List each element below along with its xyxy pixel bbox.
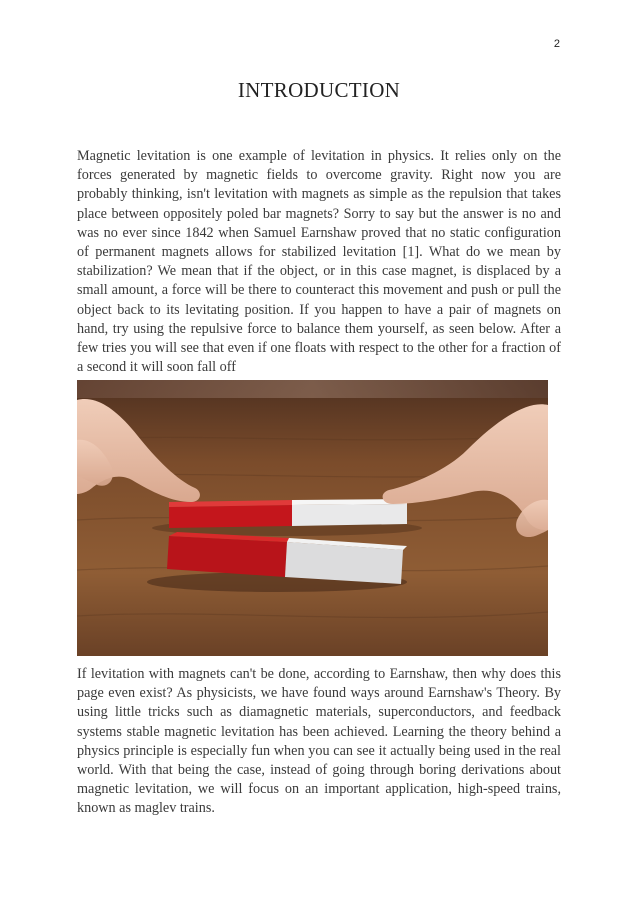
intro-paragraph-2: If levitation with magnets can't be done, according to Earnshaw, then why does this page even exist? As physicists, we have found ways around Earnshaw's Theory. By using little tricks such as diamagnetic materials, superconductors, and feedback systems stable magnetic levitation has been achieved. Learning the theory behind a physics principle is especially fun when you can see it actually being used in the real world. With that being the case, instead of going through boring derivations about magnetic levitation, we will focus on an important application, high-speed trains, known as maglev trains. — [77, 666, 561, 817]
bar-magnets-photo — [77, 380, 548, 656]
bar-magnets-illustration — [77, 380, 548, 656]
intro-paragraph-1: Magnetic levitation is one example of levitation in physics. It relies only on the forces generated by magnetic fields to overcome gravity. Right now you are probably thinking, isn't levitation with magnets as simple as the repulsion that takes place between oppositely poled bar magnets? Sorry to say but the answer is no and was no ever since 1842 when Samuel Earnshaw proved that no static configuration of permanent magnets allows for stabilized levitation [1]. What do we mean by stabilization? We mean that if the object, or in this case magnet, is displaced by a small amount, a force will be there to counteract this movement and push or pull the object back to its levitating position. If you happen to have a pair of magnets on hand, try using the repulsive force to balance them yourself, as seen below. After a few tries you will see that even if one floats with respect to the other for a fraction of a second it will soon fall off — [77, 148, 561, 376]
page-number: 2 — [553, 38, 560, 50]
upper-bar-magnet — [169, 499, 407, 528]
page-title: INTRODUCTION — [237, 78, 401, 102]
